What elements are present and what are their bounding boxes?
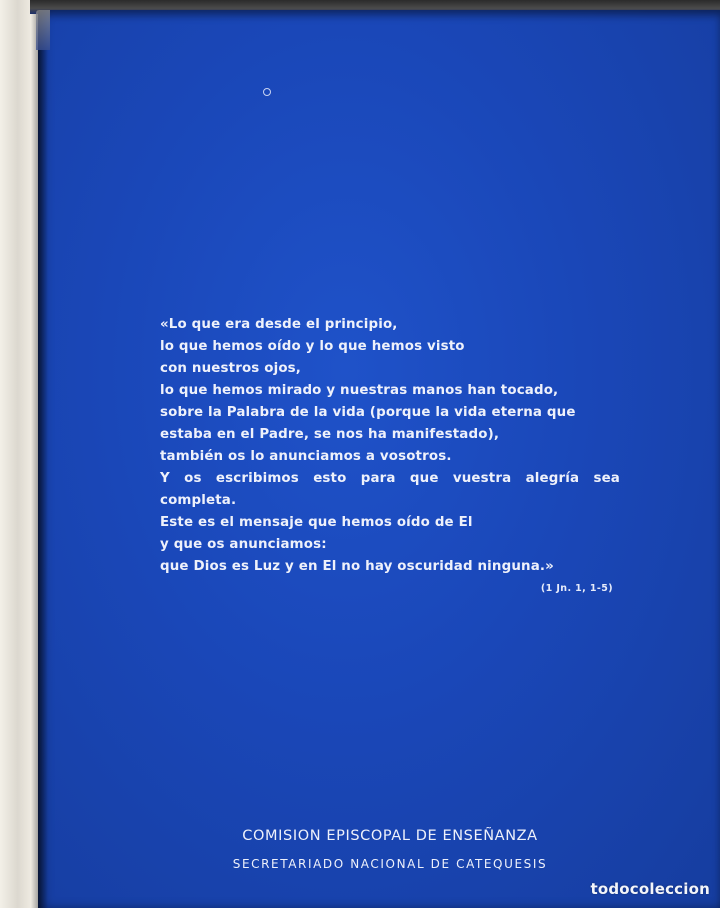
quote-line: completa.: [160, 493, 237, 508]
watermark: todocoleccion: [590, 880, 710, 898]
scripture-quote: [160, 314, 620, 578]
quote-line: Y os escribimos esto para que vuestra alegría sea: [160, 471, 620, 486]
publisher-line-2: SECRETARIADO NACIONAL DE CATEQUESIS: [232, 857, 548, 871]
quote-line: y que os anunciamos:: [160, 537, 327, 552]
spine-shadow: [38, 10, 48, 908]
quote-line: sobre la Palabra de la vida (porque la vida eterna que: [160, 405, 576, 420]
publisher-block: [200, 826, 580, 872]
quote-line: también os lo anunciamos a vosotros.: [160, 449, 452, 464]
quote-line: lo que hemos mirado y nuestras manos han tocado,: [160, 383, 559, 398]
quote-line: con nuestros ojos,: [160, 361, 302, 376]
citation: (1 Jn. 1, 1-5): [540, 583, 613, 594]
publisher-line-1: COMISION EPISCOPAL DE ENSEÑANZA: [242, 828, 538, 844]
corner-wear: [36, 10, 50, 50]
quote-line: Este es el mensaje que hemos oído de El: [160, 515, 473, 530]
quote-line: que Dios es Luz y en El no hay oscuridad ninguna.»: [160, 559, 554, 574]
quote-line: lo que hemos oído y lo que hemos visto: [160, 339, 465, 354]
quote-line: estaba en el Padre, se nos ha manifestado),: [160, 427, 500, 442]
cover-speck: [263, 88, 271, 96]
quote-line: «Lo que era desde el principio,: [160, 317, 398, 332]
